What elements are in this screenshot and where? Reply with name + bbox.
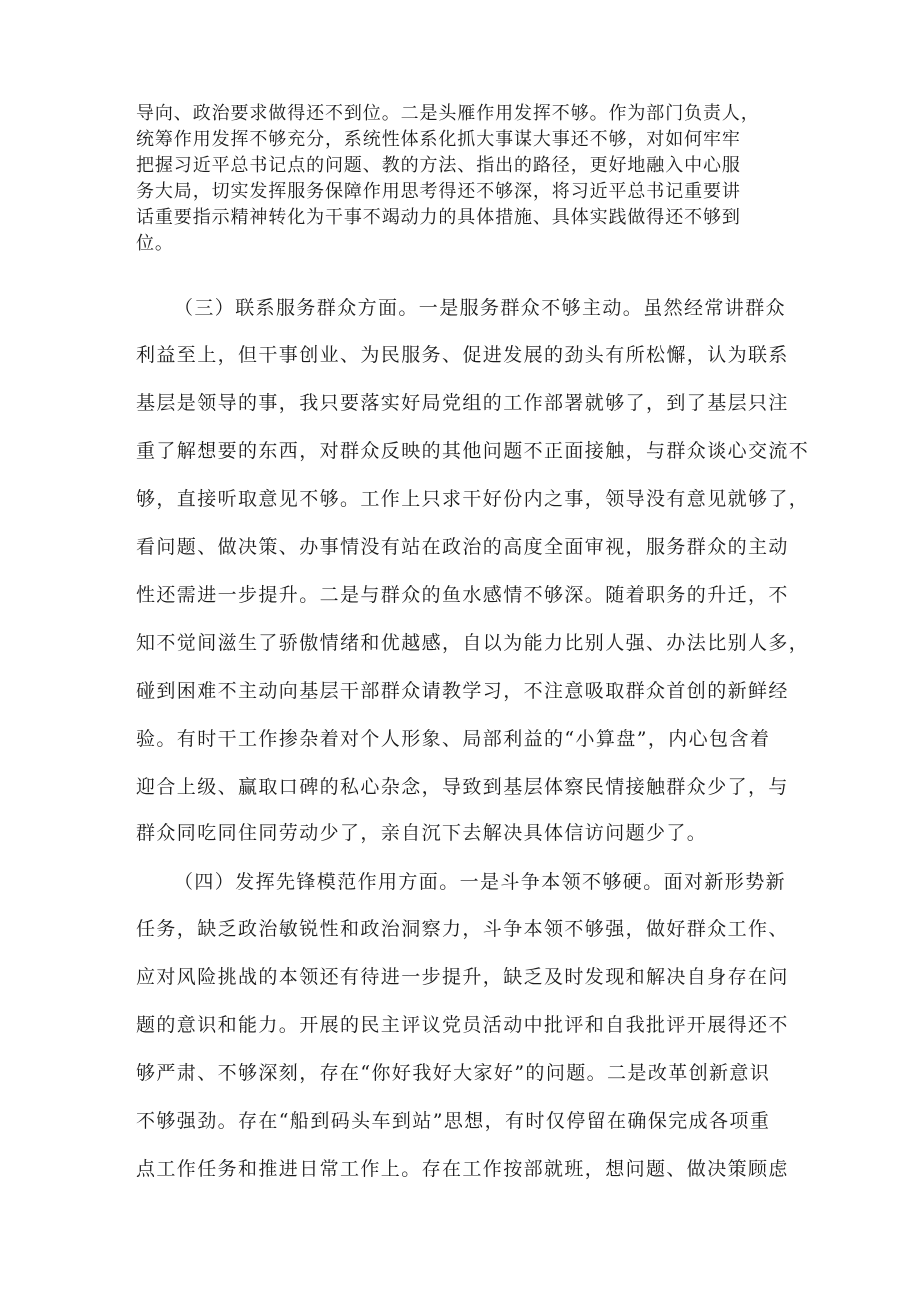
text-line: 利益至上，但干事创业、为民服务、促进发展的劲头有所松懈，认为联系 xyxy=(136,344,789,366)
text-line: 话重要指示精神转化为干事不竭动力的具体措施、具体实践做得还不够到 xyxy=(136,207,741,228)
text-line: （四）发挥先锋模范作用方面。一是斗争本领不够硬。面对新形势新 xyxy=(174,871,787,893)
text-line: 够，直接听取意见不够。工作上只求干好份内之事，领导没有意见就够了， xyxy=(136,488,810,510)
text-line: 验。有时干工作掺杂着对个人形象、局部利益的“小算盘”，内心包含着 xyxy=(136,728,771,750)
text-line: 位。 xyxy=(136,233,174,254)
text-line: （三）联系服务群众方面。一是服务群众不够主动。虽然经常讲群众 xyxy=(174,297,787,319)
text-line: 群众同吃同住同劳动少了，亲自沉下去解决具体信访问题少了。 xyxy=(136,822,708,844)
text-line: 重了解想要的东西，对群众反映的其他问题不正面接触，与群众谈心交流不 xyxy=(136,440,810,462)
text-line: 导向、政治要求做得还不到位。二是头雁作用发挥不够。作为部门负责人， xyxy=(136,103,760,124)
text-line: 知不觉间滋生了骄傲情绪和优越感，自以为能力比别人强、办法比别人多， xyxy=(136,632,810,654)
text-line: 题的意识和能力。开展的民主评议党员活动中批评和自我批评开展得还不 xyxy=(136,1014,789,1036)
text-line: 务大局，切实发挥服务保障作用思考得还不够深，将习近平总书记重要讲 xyxy=(136,181,741,202)
text-line: 把握习近平总书记点的问题、教的方法、指出的路径，更好地融入中心服 xyxy=(136,155,741,176)
text-line: 看问题、做决策、办事情没有站在政治的高度全面审视，服务群众的主动 xyxy=(136,536,789,558)
text-line: 点工作任务和推进日常工作上。存在工作按部就班，想问题、做决策顾虑 xyxy=(136,1158,789,1180)
text-line: 碰到困难不主动向基层干部群众请教学习，不注意吸取群众首创的新鲜经 xyxy=(136,680,789,702)
text-line: 应对风险挑战的本领还有待进一步提升，缺乏及时发现和解决自身存在问 xyxy=(136,966,789,988)
text-line: 性还需进一步提升。二是与群众的鱼水感情不够深。随着职务的升迁，不 xyxy=(136,584,789,606)
text-line: 统筹作用发挥不够充分，系统性体系化抓大事谋大事还不够，对如何牢牢 xyxy=(136,129,741,150)
text-line: 不够强劲。存在“船到码头车到站”思想，有时仅停留在确保完成各项重 xyxy=(136,1110,771,1132)
text-line: 迎合上级、赢取口碑的私心杂念，导致到基层体察民情接触群众少了，与 xyxy=(136,776,789,798)
text-line: 够严肃、不够深刻，存在“你好我好大家好”的问题。二是改革创新意识 xyxy=(136,1062,771,1084)
text-line: 基层是领导的事，我只要落实好局党组的工作部署就够了，到了基层只注 xyxy=(136,392,789,414)
text-line: 任务，缺乏政治敏锐性和政治洞察力，斗争本领不够强，做好群众工作、 xyxy=(136,918,789,940)
